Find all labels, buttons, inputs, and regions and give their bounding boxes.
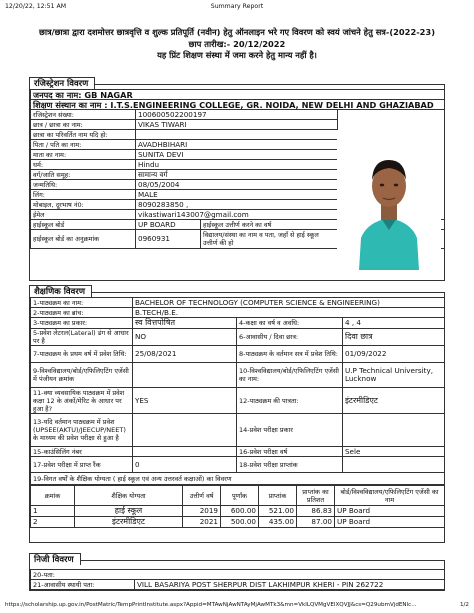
reg-label: ईमेल xyxy=(31,210,136,220)
col-header: प्राप्तांक का प्रतिशत xyxy=(297,486,335,506)
field-value: स्व वित्तपोषित xyxy=(133,318,237,329)
reg-label: लिंग: xyxy=(31,190,136,200)
academic-table xyxy=(30,297,445,485)
field-value: Sele xyxy=(343,447,445,457)
print-header xyxy=(5,1,469,13)
footer-url: https://scholarship.up.gov.in/PostMatric/TempPrintInstitute.aspx?Appid=MTAwNjAwNTAyMjAwMTk3&mn=VklLQVMgVElXQVJJ&cs=Q29ubmVjdENlc... xyxy=(5,602,417,608)
field-label: 8-पाठ्यक्रम के वर्तमान सत्र में प्रवेश तिथि: xyxy=(237,346,343,363)
cell-sn: 2 xyxy=(31,517,75,528)
reg-value: MALE xyxy=(136,190,338,200)
roll-label: हाईस्कूल बोर्ड का अनुक्रमांक xyxy=(31,230,136,249)
field-label: 5-प्रवेश लेटरल(Lateral) ढंग से आधार पर है xyxy=(31,329,133,346)
board-value: UP BOARD xyxy=(136,220,201,230)
cell-qualification: हाई स्कूल xyxy=(75,506,183,517)
field-value: U.P Technical University, Lucknow xyxy=(343,363,445,388)
page-number: 1/2 xyxy=(459,602,469,608)
cell-board: UP Board xyxy=(335,517,445,528)
field-value: 4 , 4 xyxy=(343,318,445,329)
cell-obtained: 435.00 xyxy=(259,517,297,528)
col-header: बोर्ड/विश्वविद्यालय/एफिलिएटिंग एजेंसी का नाम xyxy=(335,486,445,506)
cell-percent: 87.00 xyxy=(297,517,335,528)
cell-sn: 1 xyxy=(31,506,75,517)
reg-value: AVADHBIHARI xyxy=(136,140,338,150)
col-header: प्राप्तांक xyxy=(259,486,297,506)
field-value: YES xyxy=(133,388,237,414)
field-label: 11-क्या व्यवसायिक पाठ्यक्रम में प्रवेश कक्षा 12 के अंकों/मेरिट के आधार पर हुआ है? xyxy=(31,388,133,414)
field-value xyxy=(343,457,445,473)
col-header: शैक्षिक योग्यता xyxy=(75,486,183,506)
cell-qualification: इंटरमीडिएट xyxy=(75,517,183,528)
cell-year: 2021 xyxy=(183,517,221,528)
previous-education-heading: 19-विगत वर्षों के शैक्षिक योग्यता ( हाई स्कूल एवं अन्य उत्तरवर्त कक्षाओं) का विवरण xyxy=(31,473,445,485)
personal-section xyxy=(29,555,445,591)
reg-value: vikastiwari143007@gmail.com xyxy=(136,210,338,220)
col-header: पूर्णांक xyxy=(221,486,259,506)
reg-label: मोबाइल, दूरभाष नं0: xyxy=(31,200,136,210)
title-line-1: छात्र/छात्रा द्वारा दशमोत्तर छात्रवृत्ति व शुल्क प्रतिपूर्ति (नवीन) हेतु ऑनलाइन भरे गए विवरण को स्वयं जांचने हेतु सत्र-(2022-23) xyxy=(39,27,435,37)
address-label: 20-पता: xyxy=(31,570,445,580)
field-value: इंटरमीडिएट xyxy=(343,388,445,414)
reg-value: 8090283850 , xyxy=(136,200,338,210)
field-value xyxy=(133,414,237,447)
field-value: दिवा छात्र xyxy=(343,329,445,346)
print-doc-title: Summary Report xyxy=(210,3,264,10)
district-row: जनपद का नाम: GB NAGAR xyxy=(31,90,445,100)
permanent-address-label: 21-आवासीय स्थायी पता: xyxy=(31,580,135,590)
roll-value: 0960931 xyxy=(136,230,201,249)
table-row xyxy=(31,506,445,517)
cell-total: 600.00 xyxy=(221,506,259,517)
reg-label: छात्रा का परिवर्तित नाम यदि हो: xyxy=(31,130,136,140)
field-label: 4-कक्षा का वर्ष व अवधि: xyxy=(237,318,343,329)
academic-heading: शैक्षणिक विवरण xyxy=(29,285,92,297)
previous-education-table xyxy=(30,485,445,528)
title-notice: यह प्रिंट शिक्षण संस्था में जमा करने हेतु मान्य नहीं है। xyxy=(157,50,317,60)
field-value: NO xyxy=(133,329,237,346)
reg-value xyxy=(136,130,338,140)
print-footer xyxy=(5,600,469,612)
reg-label: माता का नाम: xyxy=(31,150,136,160)
school-label: विद्यालय/संस्था का नाम व पता, जहाँ से हाई स्कूल उत्तीर्ण की हो xyxy=(201,230,338,249)
field-label: 7-पाठ्यक्रम के प्रथम वर्ष में प्रवेश तिथि: xyxy=(31,346,133,363)
field-label: 15-काउंसिलिंग नंबर xyxy=(31,447,133,457)
field-value: 01/09/2022 xyxy=(343,346,445,363)
col-header: क्रमांक xyxy=(31,486,75,506)
registration-heading: रजिस्ट्रेशन विवरण xyxy=(29,77,95,89)
course-value: BACHELOR OF TECHNOLOGY (COMPUTER SCIENCE & ENGINEERING) xyxy=(133,298,445,308)
field-label: 17-प्रवेश परीक्षा में प्राप्त रैंक xyxy=(31,457,133,473)
field-value: 25/08/2021 xyxy=(133,346,237,363)
field-label: 10-विश्वविद्यालय/बोर्ड/एफिलिएटिंग एजेंसी का नाम: xyxy=(237,363,343,388)
table-row xyxy=(31,517,445,528)
field-label: 6-आवासीय / दिवा छात्र: xyxy=(237,329,343,346)
field-label: 3-पाठ्यक्रम का प्रकार: xyxy=(31,318,133,329)
institution-row: शिक्षण संस्थान का नाम : I.T.S.ENGINEERING COLLEGE, GR. NOIDA, NEW DELHI AND GHAZIABAD xyxy=(31,100,445,110)
registration-section xyxy=(29,79,445,281)
academic-section xyxy=(29,287,445,543)
field-label: 9-विश्वविद्यालय/बोर्ड/एफिलिएटिंग एजेंसी में पंजीयन क्रमांक xyxy=(31,363,133,388)
field-label: 13-यदि वर्तमान पाठ्यक्रम में प्रवेश (UPSEE(AKTU)/JEECUP/NEET) के माध्यम की प्रवेश परीक्षा से हुआ है xyxy=(31,414,133,447)
reg-value: VIKAS TIWARI xyxy=(136,120,338,130)
field-value: 0 xyxy=(133,457,237,473)
reg-value: 08/05/2004 xyxy=(136,180,338,190)
field-label: 16-प्रवेश परीक्षा वर्ष xyxy=(237,447,343,457)
cell-year: 2019 xyxy=(183,506,221,517)
report-title xyxy=(30,27,444,62)
field-label: 18-प्रवेश परीक्षा प्राप्तांक xyxy=(237,457,343,473)
course-label: 1-पाठ्यक्रम का नाम: xyxy=(31,298,133,308)
reg-label: छात्र / छात्रा का नाम: xyxy=(31,120,136,130)
field-label: 12-पाठ्यक्रम की पात्रता: xyxy=(237,388,343,414)
field-label: 14-प्रवेश परीक्षा प्रकार xyxy=(237,414,343,447)
branch-label: 2-पाठ्यक्रम का ब्रांच: xyxy=(31,308,133,318)
cell-percent: 86.83 xyxy=(297,506,335,517)
col-header: उत्तीर्ण वर्ष xyxy=(183,486,221,506)
board-label: हाईस्कूल बोर्ड xyxy=(31,220,136,230)
reg-value: SUNITA DEVI xyxy=(136,150,338,160)
reg-value: 100600502200197 xyxy=(136,110,338,120)
print-datetime: 12/20/22, 12:51 AM xyxy=(5,3,67,10)
board-year-label: हाईस्कूल उत्तीर्ण करने का वर्ष xyxy=(201,220,338,230)
field-value xyxy=(133,363,237,388)
reg-label: रजिस्ट्रेशन संख्या: xyxy=(31,110,136,120)
field-value xyxy=(343,414,445,447)
personal-table xyxy=(30,569,445,590)
branch-value: B.TECH/B.E. xyxy=(133,308,445,318)
field-value xyxy=(133,447,237,457)
cell-obtained: 521.00 xyxy=(259,506,297,517)
reg-label: धर्म: xyxy=(31,160,136,170)
personal-heading: निजी विवरण xyxy=(29,553,81,565)
reg-label: पिता / पति का नाम: xyxy=(31,140,136,150)
cell-board: UP Board xyxy=(335,506,445,517)
reg-value: सामान्य वर्ग xyxy=(136,170,338,180)
permanent-address-value: VILL BASARIYA POST SHERPUR DIST LAKHIMPUR KHERI - PIN 262722 xyxy=(135,580,445,590)
student-photo xyxy=(337,130,441,270)
cell-total: 500.00 xyxy=(221,517,259,528)
reg-value: Hindu xyxy=(136,160,338,170)
reg-label: वर्ग/जाति समूह: xyxy=(31,170,136,180)
reg-label: जन्मतिथि: xyxy=(31,180,136,190)
title-print-date: छाप तारीख:- 20/12/2022 xyxy=(188,38,286,49)
